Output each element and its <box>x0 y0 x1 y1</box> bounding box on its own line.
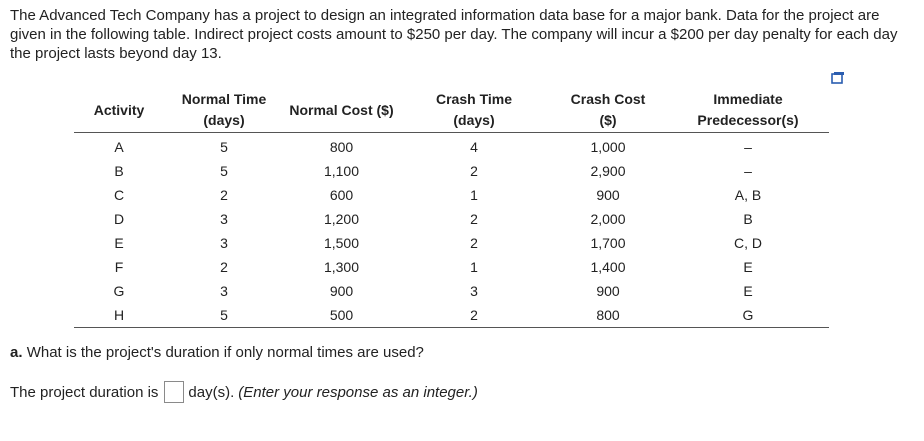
cell-normal-cost: 1,300 <box>323 259 360 275</box>
cell-activity: D <box>113 211 125 227</box>
question-a <box>10 344 424 361</box>
table-row <box>74 255 829 279</box>
cell-activity: B <box>114 163 124 179</box>
cell-predecessors: – <box>744 163 752 179</box>
table-row <box>74 133 829 160</box>
project-data-table <box>74 88 829 328</box>
copy-icon[interactable] <box>831 71 845 85</box>
cell-normal-time: 5 <box>220 307 228 323</box>
cell-normal-cost: 1,200 <box>323 211 360 227</box>
header-normal-cost: Normal Cost ($) <box>289 101 394 118</box>
question-text: What is the project's duration if only normal times are used? <box>26 344 424 361</box>
answer-prefix: The project duration is <box>10 383 159 401</box>
answer-suffix: day(s). <box>188 383 235 401</box>
question-label: a. <box>10 344 23 361</box>
table-header-row <box>74 88 829 133</box>
problem-statement: The Advanced Tech Company has a project to design an integrated information data base for a major bank. Data for the project are given in the following table. Indirect project costs amount to $250 per day. The company will incur a $200 per day penalty for each day the project lasts beyond day 13. <box>10 7 898 62</box>
cell-crash-cost: 2,900 <box>590 163 626 179</box>
answer-hint: (Enter your response as an integer.) <box>238 383 478 401</box>
cell-crash-time: 1 <box>470 259 478 275</box>
cell-activity: F <box>114 259 124 275</box>
cell-activity: G <box>113 283 125 299</box>
cell-crash-time: 3 <box>470 283 478 299</box>
cell-activity: H <box>113 307 125 323</box>
cell-predecessors: E <box>743 259 753 275</box>
cell-crash-time: 2 <box>470 211 478 227</box>
cell-predecessors: C, D <box>734 235 762 251</box>
cell-predecessors: E <box>743 283 753 299</box>
cell-normal-time: 3 <box>220 283 228 299</box>
cell-normal-cost: 1,100 <box>323 163 360 179</box>
answer-line <box>10 381 478 403</box>
cell-predecessors: G <box>742 307 754 323</box>
cell-crash-cost: 900 <box>596 283 620 299</box>
cell-crash-cost: 1,400 <box>590 259 626 275</box>
cell-normal-cost: 500 <box>329 307 354 323</box>
cell-activity: A <box>114 139 124 155</box>
header-crash-cost: Crash Cost ($) <box>570 91 646 128</box>
header-predecessors: Immediate Predecessor(s) <box>697 91 799 128</box>
header-crash-time: Crash Time (days) <box>436 91 512 128</box>
cell-crash-time: 2 <box>470 163 478 179</box>
cell-crash-time: 4 <box>470 139 478 155</box>
cell-activity: C <box>113 187 125 203</box>
table-row <box>74 159 829 183</box>
cell-activity: E <box>114 235 124 251</box>
cell-normal-time: 3 <box>220 235 228 251</box>
cell-crash-cost: 1,000 <box>590 139 626 155</box>
cell-crash-time: 2 <box>470 235 478 251</box>
cell-normal-time: 5 <box>220 163 228 179</box>
cell-predecessors: A, B <box>734 187 762 203</box>
cell-normal-cost: 1,500 <box>323 235 360 251</box>
cell-crash-time: 1 <box>470 187 478 203</box>
header-activity: Activity <box>93 101 145 118</box>
table-row <box>74 303 829 328</box>
duration-input[interactable] <box>164 381 184 403</box>
cell-normal-cost: 900 <box>329 283 354 299</box>
cell-normal-cost: 800 <box>329 139 354 155</box>
cell-normal-time: 2 <box>220 187 228 203</box>
table-row <box>74 183 829 207</box>
table-row <box>74 207 829 231</box>
cell-predecessors: – <box>744 139 752 155</box>
cell-predecessors: B <box>743 211 753 227</box>
table-row <box>74 231 829 255</box>
cell-normal-time: 3 <box>220 211 228 227</box>
cell-crash-cost: 800 <box>596 307 620 323</box>
cell-crash-cost: 1,700 <box>590 235 626 251</box>
cell-crash-time: 2 <box>470 307 478 323</box>
cell-normal-time: 2 <box>220 259 228 275</box>
cell-crash-cost: 900 <box>596 187 620 203</box>
cell-normal-cost: 600 <box>329 187 354 203</box>
header-normal-time: Normal Time (days) <box>181 91 267 128</box>
table-row <box>74 279 829 303</box>
cell-normal-time: 5 <box>220 139 228 155</box>
cell-crash-cost: 2,000 <box>590 211 626 227</box>
